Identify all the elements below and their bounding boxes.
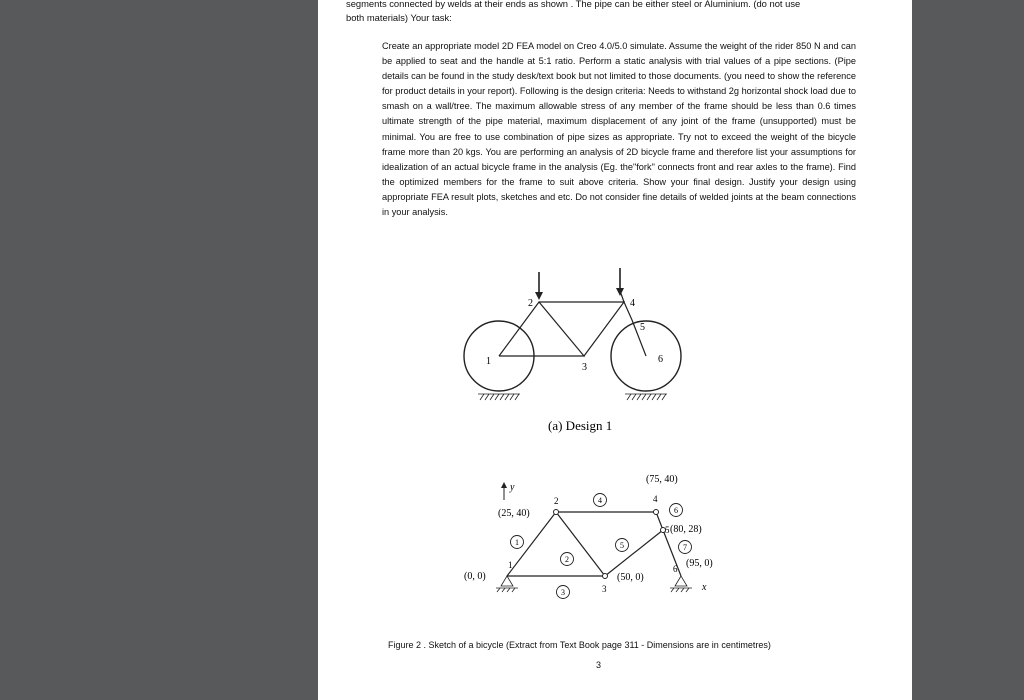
y-axis-label: y: [510, 482, 515, 493]
coord-node-2: (25, 40): [498, 508, 530, 519]
element-4: 4: [598, 496, 602, 505]
element-labels: [511, 494, 692, 599]
coord-node-3: (50, 0): [617, 572, 644, 583]
header-line-1: segments connected by welds at their ends as shown . The pipe can be either steel or Aluminium. (do not use: [346, 0, 801, 9]
header-line-2: both materials) Your task:: [346, 12, 452, 23]
figure-caption: Figure 2 . Sketch of a bicycle (Extract from Text Book page 311 - Dimensions are in centimetres): [388, 640, 771, 650]
coord-node-1: (0, 0): [464, 571, 486, 582]
design-node-6: 6: [658, 354, 663, 365]
coord-node-6: (95, 0): [686, 558, 713, 569]
design-node-4: 4: [630, 298, 635, 309]
element-5: 5: [620, 541, 624, 550]
page-number: 3: [596, 660, 602, 670]
coord-node-4: (75, 40): [646, 474, 678, 485]
node-number-4: 4: [653, 494, 658, 504]
element-6: 6: [674, 506, 678, 515]
rear-ground-support: [478, 394, 520, 400]
design-caption: (a) Design 1: [548, 418, 613, 433]
element-3: 3: [561, 588, 565, 597]
front-ground-support: [625, 394, 667, 400]
element-1: 1: [515, 538, 519, 547]
frame-nodes: [554, 510, 666, 579]
element-2: 2: [565, 555, 569, 564]
rear-frame-triangle: [499, 302, 584, 356]
design-node-1: 1: [486, 356, 491, 367]
node-number-2: 2: [554, 496, 559, 506]
right-gutter: [912, 0, 1024, 700]
bicycle-design-figure: [454, 254, 714, 444]
left-gutter: [0, 0, 318, 700]
design-node-2: 2: [528, 298, 533, 309]
design-node-3: 3: [582, 362, 587, 373]
frame-members: [507, 512, 681, 576]
task-paragraph: Create an appropriate model 2D FEA model on Creo 4.0/5.0 simulate. Assume the weight of the rider 850 N and can be applied to seat and the handle at 5:1 ratio. Perform a static analysis with trial values of a pipe sections. (Pipe details can be found in the study desk/text book but not limited to those documents. (you need to show the reference for product details in your report). Following is the design criteria: Needs to withstand 2g horizontal shock load due to smash on a wall/tree. The maximum allowable stress of any member of the frame should be less than 0.6 times ultimate strength of the pipe material, maximum displacement of any joint of the frame (unsupported) must be minimal. You are free to use combination of pipe sizes as appropriate. Try not to exceed the weight of the bicycle frame more than 20 kgs. You are performing an analysis of 2D bicycle frame and therefore list your assumptions for idealization of an actual bicycle frame in the analysis (Eg. the"fork" connects front and rear axles to the frame). Find the optimized members for the frame to suit above criteria. Show your final design. Justify your design using appropriate FEA result plots, sketches and etc. Do not consider fine details of welded joints at the beam connections in your analysis.: [382, 41, 856, 218]
node-number-6: 6: [673, 564, 678, 574]
design-node-5: 5: [640, 322, 645, 333]
node-number-3: 3: [602, 584, 607, 594]
bicycle-coordinates-figure: [454, 460, 754, 610]
left-pin-support: [496, 576, 518, 592]
document-page: [318, 0, 912, 700]
node-number-1: 1: [508, 560, 513, 570]
node-number-5: 5: [665, 525, 670, 535]
element-7: 7: [683, 543, 687, 552]
x-axis-label: x: [702, 582, 707, 593]
right-pin-support: [670, 576, 692, 592]
coord-node-5: (80, 28): [670, 524, 702, 535]
